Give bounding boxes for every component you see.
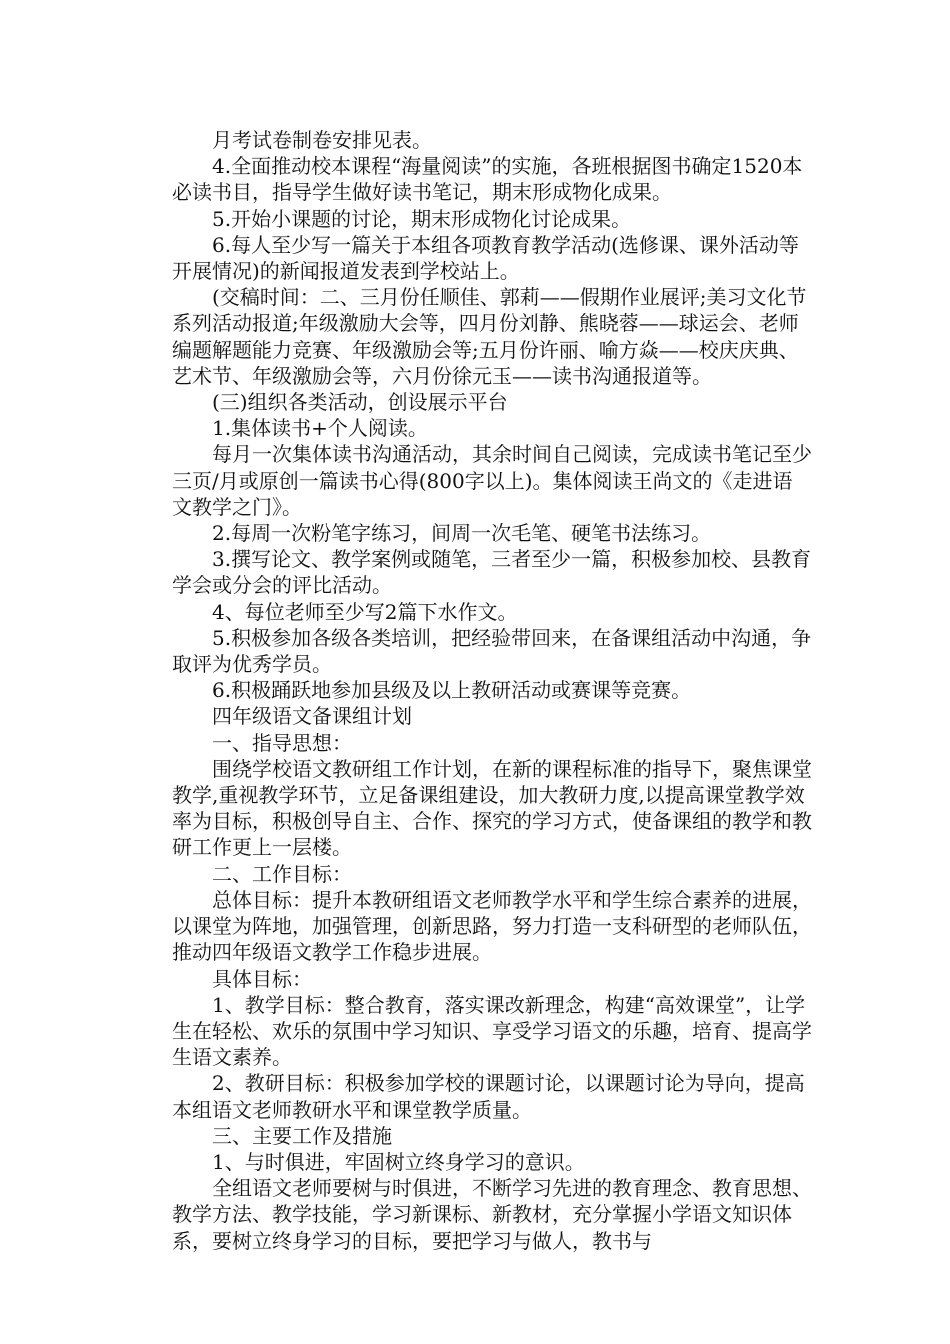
paragraph-1: 月考试卷制卷安排见表。	[212, 128, 432, 152]
paragraph-4: 6.每人至少写一篇关于本组各项教育教学活动(选修课、课外活动等开展情况)的新闻报道发表到学校站上。	[172, 232, 799, 284]
document-body	[172, 127, 812, 1254]
paragraph-8: 每月一次集体读书沟通活动，其余时间自己阅读，完成读书笔记至少三页/月或原创一篇读书心得(800字以上)。集体阅读王尚文的《走进语文教学之门》。	[172, 442, 812, 519]
paragraph-7: 1.集体读书+个人阅读。	[212, 416, 428, 441]
paragraph-9: 2.每周一次粉笔字练习，间周一次毛笔、硬笔书法练习。	[212, 521, 712, 546]
paragraph-23: 1、与时俱进，牢固树立终身学习的意识。	[212, 1149, 585, 1174]
paragraph-13: 6.积极踊跃地参加县级及以上教研活动或赛课等竞赛。	[212, 678, 692, 703]
section-heading-main-work: 三、主要工作及措施	[212, 1123, 392, 1148]
paragraph-3: 5.开始小课题的讨论，期末形成物化讨论成果。	[212, 206, 632, 231]
paragraph-24: 全组语文老师要树与时俱进，不断学习先进的教育理念、教育思想、教学方法、教学技能，学习新课标、新教材，充分掌握小学语文知识体系，要树立终身学习的目标，要把学习与做人，教书与	[172, 1176, 812, 1253]
paragraph-10: 3.撰写论文、教学案例或随笔，三者至少一篇，积极参加校、县教育学会或分会的评比活动。	[172, 547, 812, 598]
plan-title: 四年级语文备课组计划	[212, 704, 412, 729]
paragraph-16: 围绕学校语文教研组工作计划，在新的课程标准的指导下，聚焦课堂教学,重视教学环节，立足备课组建设，加大教研力度,以提高课堂教学效率为目标，积极创导自主、合作、探究的学习方式，使备课组的教学和教研工作更上一层楼。	[172, 756, 812, 860]
paragraph-5: (交稿时间：二、三月份任顺佳、郭莉——假期作业展评;美习文化节系列活动报道;年级激励大会等，四月份刘静、熊晓蓉——球运会、老师编题解题能力竞赛、年级激励会等;五月份许丽、喻方焱——校庆庆典、艺术节、年级激励会等，六月份徐元玉——读书沟通报道等。	[172, 285, 807, 388]
section-heading-work-goals: 二、工作目标：	[212, 861, 352, 886]
paragraph-12: 5.积极参加各级各类培训，把经验带回来，在备课组活动中沟通，争取评为优秀学员。	[172, 625, 812, 677]
paragraph-21: 2、教研目标：积极参加学校的课题讨论，以课题讨论为导向，提高本组语文老师教研水平和课堂教学质量。	[172, 1071, 805, 1122]
paragraph-2: 4.全面推动校本课程“海量阅读”的实施，各班根据图书确定1520本必读书目，指导学生做好读书笔记，期末形成物化成果。	[172, 154, 803, 205]
section-heading-activities: (三)组织各类活动，创设展示平台	[212, 390, 508, 415]
paragraph-20: 1、教学目标：整合教育，落实课改新理念，构建“高效课堂”，让学生在轻松、欢乐的氛围中学习知识、享受学习语文的乐趣，培育、提高学生语文素养。	[172, 992, 812, 1070]
section-heading-guiding-thought: 一、指导思想：	[212, 730, 352, 755]
paragraph-18: 总体目标：提升本教研组语文老师教学水平和学生综合素养的进展，以课堂为阵地，加强管理，创新思路，努力打造一支科研型的老师队伍，推动四年级语文教学工作稳步进展。	[172, 887, 812, 965]
subheading-specific-goals: 具体目标：	[212, 966, 312, 991]
paragraph-11: 4、每位老师至少写2篇下水作文。	[212, 599, 518, 624]
